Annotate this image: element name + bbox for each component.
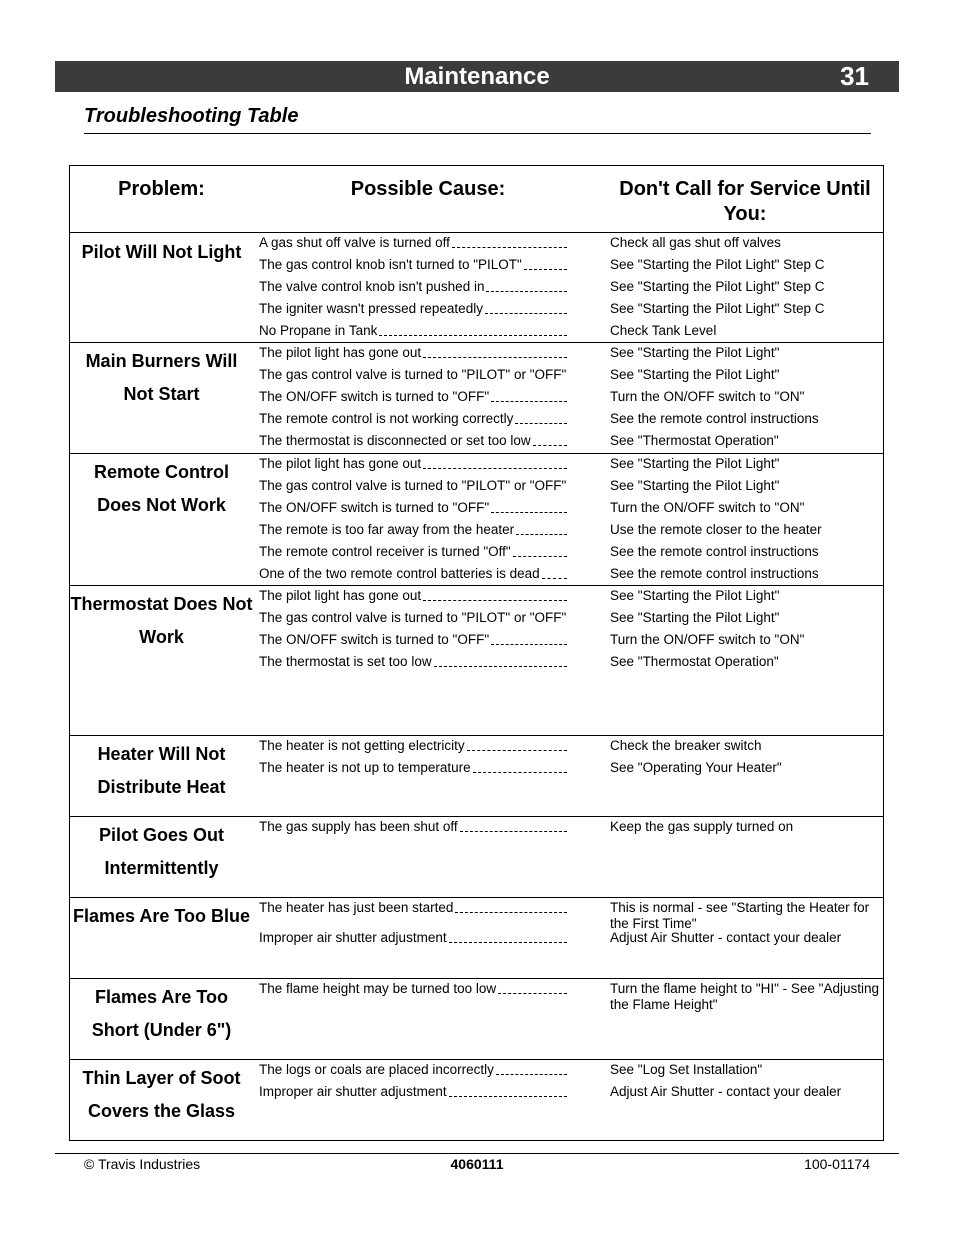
- dotted-leader: [498, 993, 567, 994]
- dotted-leader: [473, 772, 567, 773]
- cause-text: The ON/OFF switch is turned to "OFF": [259, 389, 490, 404]
- footer-document-number: 4060111: [450, 1156, 504, 1172]
- cause-text: The remote control receiver is turned "Off": [259, 544, 511, 559]
- dotted-leader: [455, 912, 567, 913]
- cause-entry: [259, 632, 567, 648]
- table-row: [70, 585, 883, 736]
- cause-entry: [259, 522, 567, 538]
- cause-text: A gas shut off valve is turned off: [259, 235, 450, 250]
- cause-entry: [259, 323, 567, 339]
- table-row: [70, 735, 883, 817]
- action-text: Check all gas shut off valves: [610, 235, 781, 250]
- action-text: See "Starting the Pilot Light": [610, 478, 780, 493]
- dotted-leader: [542, 578, 567, 579]
- cause-text: The gas control valve is turned to "PILOT" or "OFF": [259, 610, 567, 625]
- dotted-leader: [423, 600, 567, 601]
- table-row: [70, 816, 883, 898]
- cause-entry: [259, 389, 567, 405]
- cause-entry: [259, 981, 567, 997]
- table-row: [70, 342, 883, 454]
- action-text: Adjust Air Shutter - contact your dealer: [610, 930, 842, 945]
- action-text: Turn the ON/OFF switch to "ON": [610, 389, 805, 404]
- cause-entry: [259, 345, 567, 361]
- dotted-leader: [486, 291, 567, 292]
- dotted-leader: [485, 313, 567, 314]
- dotted-leader: [423, 468, 567, 469]
- action-text: See "Starting the Pilot Light": [610, 367, 780, 382]
- cause-text: The gas control valve is turned to "PILOT" or "OFF": [259, 478, 567, 493]
- table-row: [70, 978, 883, 1060]
- action-text: See "Thermostat Operation": [610, 654, 779, 669]
- dotted-leader: [513, 556, 567, 557]
- cause-text: The valve control knob isn't pushed in: [259, 279, 485, 294]
- cause-entry: [259, 930, 567, 946]
- action-text: Adjust Air Shutter - contact your dealer: [610, 1084, 842, 1099]
- cause-text: Improper air shutter adjustment: [259, 930, 447, 945]
- dotted-leader: [379, 335, 567, 336]
- troubleshooting-table: [69, 165, 884, 1141]
- cause-text: The ON/OFF switch is turned to "OFF": [259, 500, 490, 515]
- action-text: See "Starting the Pilot Light": [610, 588, 780, 603]
- problem-label: Main Burners Will Not Start: [85, 351, 238, 404]
- heading-divider: [84, 133, 871, 134]
- troubleshooting-heading: Troubleshooting Table: [84, 105, 299, 127]
- cause-entry: [259, 654, 567, 670]
- action-text: See "Starting the Pilot Light" Step C: [610, 279, 825, 294]
- dotted-leader: [491, 644, 567, 645]
- dotted-leader: [515, 423, 567, 424]
- problem-label: Pilot Goes Out Intermittently: [98, 825, 224, 878]
- problem-label: Remote Control Does Not Work: [94, 462, 229, 515]
- footer-copyright: © Travis Industries: [84, 1156, 201, 1172]
- cause-text: No Propane in Tank: [259, 323, 378, 338]
- cause-entry: [259, 544, 567, 560]
- cause-entry: [259, 1084, 567, 1100]
- cause-text: The flame height may be turned too low: [259, 981, 497, 996]
- cause-text: The gas supply has been shut off: [259, 819, 458, 834]
- action-text: Turn the ON/OFF switch to "ON": [610, 632, 805, 647]
- action-text: See the remote control instructions: [610, 411, 819, 426]
- cause-text: The thermostat is disconnected or set too low: [259, 433, 531, 448]
- action-text: Turn the ON/OFF switch to "ON": [610, 500, 805, 515]
- table-row: [70, 453, 883, 586]
- column-header-problem: Problem:: [118, 178, 205, 200]
- action-text: See "Starting the Pilot Light" Step C: [610, 301, 825, 316]
- cause-entry: [259, 760, 567, 776]
- table-row: [70, 1059, 883, 1140]
- cause-text: One of the two remote control batteries is dead: [259, 566, 540, 581]
- column-header-action: Don't Call for Service Until You:: [619, 178, 871, 225]
- cause-text: The pilot light has gone out: [259, 588, 422, 603]
- cause-entry: [259, 367, 567, 383]
- action-text: See "Starting the Pilot Light" Step C: [610, 257, 825, 272]
- dotted-leader: [423, 357, 567, 358]
- dotted-leader: [467, 750, 567, 751]
- cause-entry: [259, 500, 567, 516]
- dotted-leader: [449, 1096, 567, 1097]
- cause-entry: [259, 235, 567, 251]
- column-header-cause: Possible Cause:: [350, 178, 506, 200]
- dotted-leader: [516, 534, 567, 535]
- cause-text: The gas control knob isn't turned to "PILOT": [259, 257, 522, 272]
- dotted-leader: [434, 666, 567, 667]
- cause-entry: [259, 819, 567, 835]
- cause-text: The heater has just been started: [259, 900, 454, 915]
- cause-entry: [259, 738, 567, 754]
- dotted-leader: [533, 445, 567, 446]
- cause-entry: [259, 301, 567, 317]
- footer-divider: [55, 1153, 899, 1154]
- table-row: [70, 232, 883, 343]
- action-text: See "Starting the Pilot Light": [610, 610, 780, 625]
- cause-text: Improper air shutter adjustment: [259, 1084, 447, 1099]
- action-text: Keep the gas supply turned on: [610, 819, 794, 834]
- dotted-leader: [452, 247, 567, 248]
- cause-entry: [259, 900, 567, 916]
- problem-label: Flames Are Too Short (Under 6"): [91, 987, 232, 1040]
- problem-label: Pilot Will Not Light: [81, 242, 242, 262]
- cause-text: The igniter wasn't pressed repeatedly: [259, 301, 483, 316]
- cause-text: The remote control is not working correctly: [259, 411, 514, 426]
- problem-label: Thermostat Does Not Work: [70, 594, 253, 647]
- cause-entry: [259, 610, 567, 626]
- table-row: [70, 897, 883, 979]
- cause-text: The heater is not up to temperature: [259, 760, 471, 775]
- action-text: See "Thermostat Operation": [610, 433, 779, 448]
- cause-entry: [259, 433, 567, 449]
- dotted-leader: [449, 942, 567, 943]
- cause-text: The gas control valve is turned to "PILOT" or "OFF": [259, 367, 567, 382]
- cause-entry: [259, 257, 567, 273]
- cause-entry: [259, 279, 567, 295]
- cause-entry: [259, 411, 567, 427]
- action-text: Check Tank Level: [610, 323, 717, 338]
- cause-text: The thermostat is set too low: [259, 654, 432, 669]
- action-text: Use the remote closer to the heater: [610, 522, 822, 537]
- cause-text: The heater is not getting electricity: [259, 738, 465, 753]
- dotted-leader: [491, 512, 567, 513]
- footer-part-number: 100-01174: [804, 1156, 870, 1172]
- cause-text: The ON/OFF switch is turned to "OFF": [259, 632, 490, 647]
- cause-entry: [259, 1062, 567, 1078]
- section-banner: [55, 61, 899, 92]
- page-number: 31: [840, 61, 869, 91]
- problem-label: Flames Are Too Blue: [72, 906, 251, 926]
- action-text: See the remote control instructions: [610, 544, 819, 559]
- cause-text: The pilot light has gone out: [259, 345, 422, 360]
- dotted-leader: [524, 269, 567, 270]
- section-title-banner: Maintenance: [404, 63, 550, 90]
- dotted-leader: [491, 401, 567, 402]
- cause-entry: [259, 478, 567, 494]
- problem-label: Thin Layer of Soot Covers the Glass: [82, 1068, 241, 1121]
- dotted-leader: [460, 831, 567, 832]
- cause-entry: [259, 456, 567, 472]
- action-text: See "Starting the Pilot Light": [610, 345, 780, 360]
- cause-entry: [259, 566, 567, 582]
- cause-entry: [259, 588, 567, 604]
- table-header: [70, 166, 883, 233]
- cause-text: The remote is too far away from the heater: [259, 522, 515, 537]
- action-text: See "Operating Your Heater": [610, 760, 782, 775]
- cause-text: The logs or coals are placed incorrectly: [259, 1062, 494, 1077]
- action-text: See "Log Set Installation": [610, 1062, 763, 1077]
- action-text: Check the breaker switch: [610, 738, 762, 753]
- action-text: Turn the flame height to "HI" - See "Adjusting the Flame Height": [610, 981, 880, 1012]
- dotted-leader: [496, 1074, 567, 1075]
- action-text: See the remote control instructions: [610, 566, 819, 581]
- problem-label: Heater Will Not Distribute Heat: [97, 744, 226, 797]
- action-text: See "Starting the Pilot Light": [610, 456, 780, 471]
- action-text: This is normal - see "Starting the Heater for the First Time": [610, 900, 870, 931]
- cause-text: The pilot light has gone out: [259, 456, 422, 471]
